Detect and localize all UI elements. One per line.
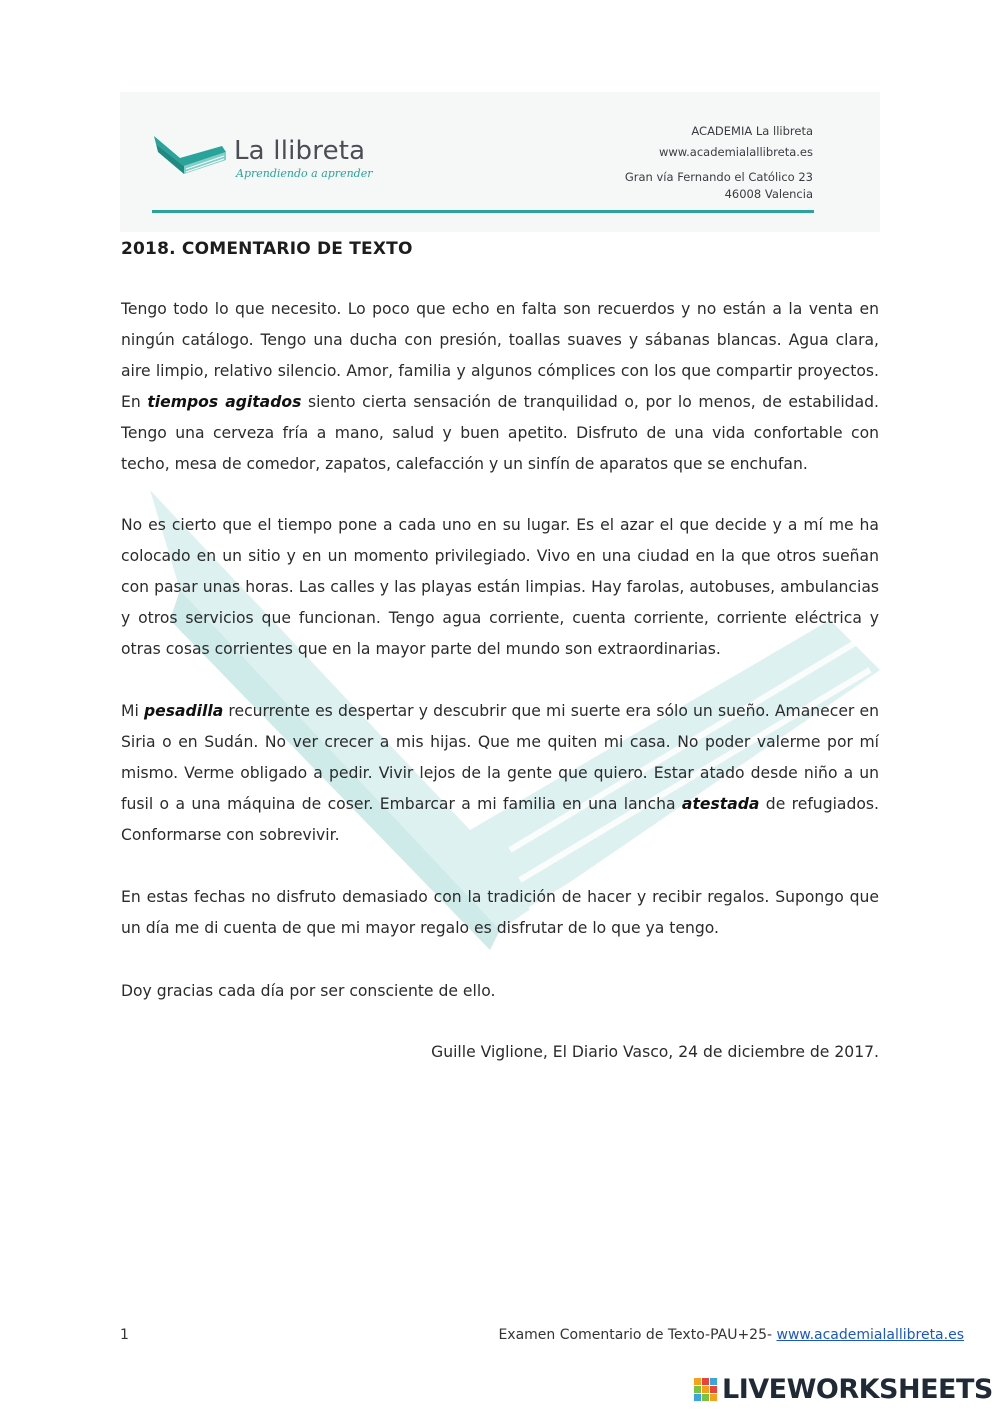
academy-website: www.academialallibreta.es [658,145,813,159]
liveworksheets-wordmark: LIVEWORKSHEETS [722,1374,993,1405]
footer-label: Examen Comentario de Texto-PAU+25- [498,1327,777,1343]
paragraph-1 [121,294,879,480]
paragraph-1-text-a: Tengo todo lo que necesito. Lo poco que echo en falta son recuerdos y no están a la venta en ningún catálogo. Tengo una ducha con presión, toallas suaves y sábanas blancas. Agua clara, aire limpio, relativo silencio. Amor, familia y algunos cómplices con los que compartir proyectos. En [121,300,879,411]
keyword-pesadilla: pesadilla [143,702,224,720]
paragraph-3-text-b: recurrente es despertar y descubrir que mi suerte era sólo un sueño. Amanecer en Siria o en Sudán. No ver crecer a mis hijas. Que me quiten mi casa. No poder valerme por mí mismo. Verme obligado a pedir. Vivir lejos de la gente que quiero. Estar atado desde niño a un fusil o a una máquina de coser. Embarcar a mi familia en una lancha [121,702,879,813]
logo-title: La llibreta [234,136,366,166]
document-title: 2018. COMENTARIO DE TEXTO [121,239,413,259]
header-divider [152,210,814,213]
page-number: 1 [120,1327,129,1343]
academy-city: 46008 Valencia [724,187,813,201]
academy-name: ACADEMIA La llibreta [691,124,813,138]
paragraph-4: En estas fechas no disfruto demasiado con la tradición de hacer y recibir regalos. Supongo que un día me di cuenta de que mi mayor regalo es disfrutar de lo que ya tengo. [121,888,879,937]
liveworksheets-logo [694,1374,1000,1408]
paragraph-3 [121,696,879,851]
paragraph-1-text-b: siento cierta sensación de tranquilidad o, por lo menos, de estabilidad. Tengo una cerveza fría a mano, salud y buen apetito. Disfruto de una vida confortable con techo, mesa de comedor, zapatos, calefacción y un sinfín de aparatos que se enchufan. [121,393,879,473]
footer-caption [498,1327,964,1343]
logo-tagline: Aprendiendo a aprender [236,167,373,180]
paragraph-3-text-c: de refugiados. Conformarse con sobrevivir. [121,795,880,844]
keyword-tiempos-agitados: tiempos agitados [147,393,302,411]
academy-street: Gran vía Fernando el Católico 23 [624,170,813,184]
footer-website-link[interactable]: www.academialallibreta.es [776,1327,964,1343]
book-logo-icon [150,128,230,180]
paragraph-2: No es cierto que el tiempo pone a cada uno en su lugar. Es el azar el que decide y a mí me ha colocado en un sitio y en un momento privilegiado. Vivo en una ciudad en la que otros sueñan con pasar unas horas. Las calles y las playas están limpias. Hay farolas, autobuses, ambulancias y otros servicios que funcionan. Tengo agua corriente, cuenta corriente, corriente eléctrica y otras cosas corrientes que en la mayor parte del mundo son extraordinarias. [121,516,879,658]
paragraph-5: Doy gracias cada día por ser consciente de ello. [121,982,496,1000]
source-signature: Guille Viglione, El Diario Vasco, 24 de diciembre de 2017. [431,1043,879,1061]
paragraph-3-text-a: Mi [121,702,144,720]
liveworksheets-squares-icon [694,1378,718,1402]
keyword-atestada: atestada [681,795,760,813]
